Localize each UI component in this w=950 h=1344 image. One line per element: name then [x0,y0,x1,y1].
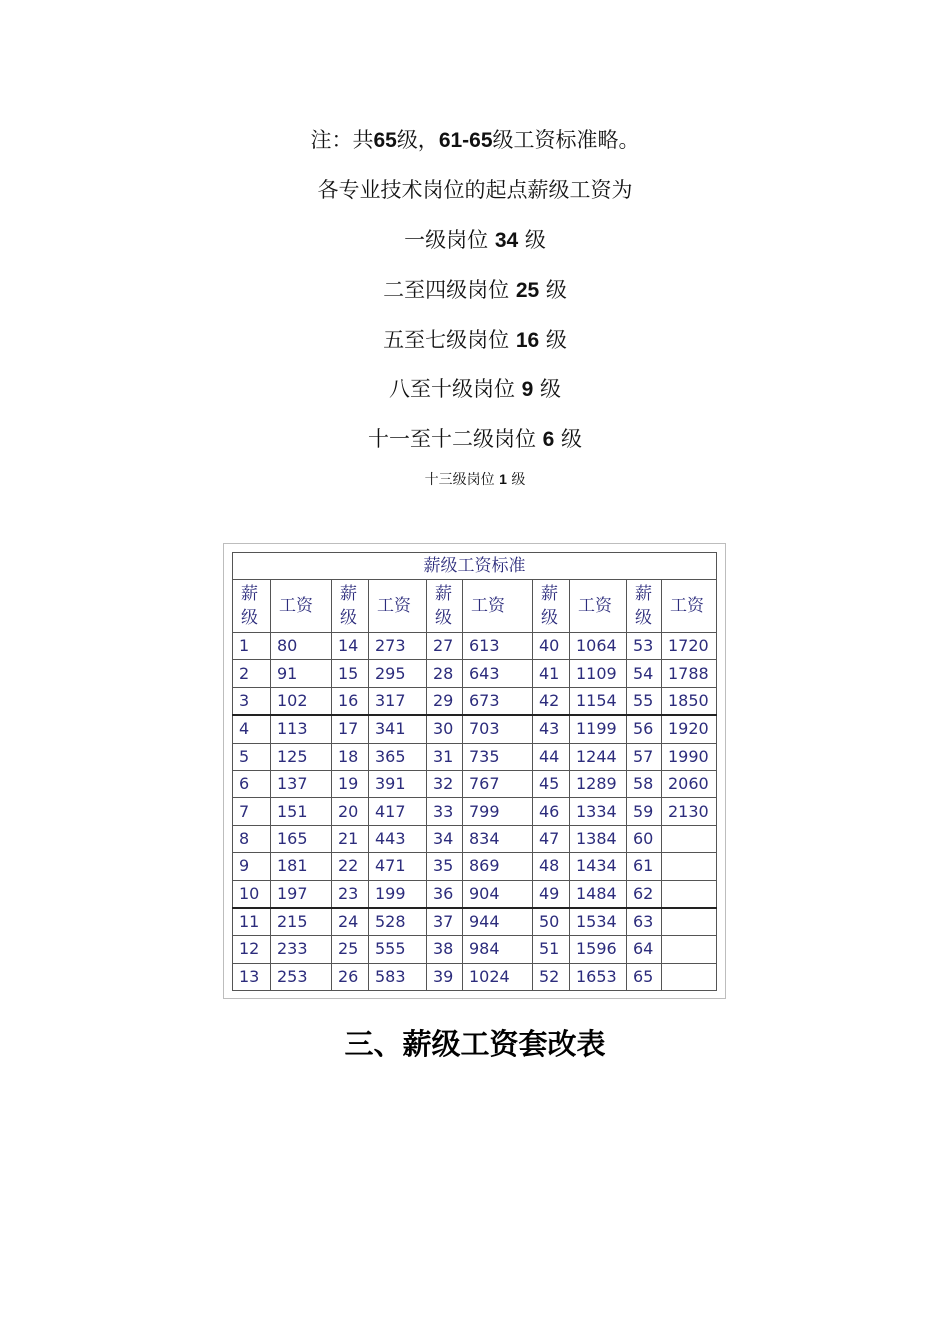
salary-cell: 2130 [662,798,717,825]
salary-cell: 555 [369,936,427,963]
salary-cell: 673 [463,687,533,715]
salary-cell: 1109 [570,660,627,687]
grade-cell: 38 [427,936,463,963]
grade-cell: 34 [427,825,463,852]
salary-cell: 1024 [463,963,533,990]
grade-cell: 22 [332,853,369,880]
grade-cell: 33 [427,798,463,825]
salary-cell [662,936,717,963]
salary-cell: 197 [271,880,332,908]
salary-cell: 1434 [570,853,627,880]
note-number: 9 [521,378,534,401]
note-post-level-13 [0,469,950,489]
note-text: 级 [533,377,562,401]
table-row [233,633,717,660]
column-header-grade: 薪级 [332,580,369,633]
salary-cell: 1244 [570,743,627,770]
salary-cell: 1154 [570,687,627,715]
salary-cell: 1199 [570,715,627,743]
grade-cell: 26 [332,963,369,990]
grade-cell: 8 [233,825,271,852]
table-row [233,853,717,880]
grade-cell: 54 [627,660,662,687]
salary-cell: 113 [271,715,332,743]
column-header-salary: 工资 [271,580,332,633]
column-header-salary: 工资 [570,580,627,633]
grade-cell: 36 [427,880,463,908]
salary-cell: 80 [271,633,332,660]
grade-cell: 59 [627,798,662,825]
salary-cell: 1850 [662,687,717,715]
salary-cell: 1720 [662,633,717,660]
table-row [233,825,717,852]
table-caption: 薪级工资标准 [233,553,717,580]
salary-cell: 1653 [570,963,627,990]
salary-cell: 904 [463,880,533,908]
table-row [233,936,717,963]
salary-cell: 137 [271,770,332,797]
salary-cell: 613 [463,633,533,660]
grade-cell: 5 [233,743,271,770]
column-header-grade: 薪级 [533,580,570,633]
grade-cell: 21 [332,825,369,852]
note-text: 级， [396,128,439,152]
salary-cell [662,853,717,880]
grade-cell: 10 [233,880,271,908]
grade-cell: 37 [427,908,463,936]
grade-cell: 4 [233,715,271,743]
grade-cell: 9 [233,853,271,880]
salary-cell: 341 [369,715,427,743]
table-row [233,963,717,990]
salary-cell: 767 [463,770,533,797]
grade-cell: 60 [627,825,662,852]
grade-cell: 44 [533,743,570,770]
note-number: 34 [494,229,519,252]
salary-cell: 443 [369,825,427,852]
note-text: 十一至十二级岗位 [367,427,543,451]
grade-cell: 56 [627,715,662,743]
grade-cell: 35 [427,853,463,880]
grade-cell: 50 [533,908,570,936]
salary-cell: 1920 [662,715,717,743]
grade-cell: 63 [627,908,662,936]
grade-cell: 62 [627,880,662,908]
salary-cell: 1384 [570,825,627,852]
grade-cell: 51 [533,936,570,963]
salary-cell: 317 [369,687,427,715]
grade-cell: 64 [627,936,662,963]
grade-cell: 57 [627,743,662,770]
salary-cell: 391 [369,770,427,797]
salary-cell: 295 [369,660,427,687]
salary-cell [662,880,717,908]
grade-cell: 43 [533,715,570,743]
salary-cell: 583 [369,963,427,990]
grade-cell: 28 [427,660,463,687]
note-text: 级工资标准略。 [492,128,640,152]
note-post-level-11-12 [0,423,950,453]
note-number: 16 [515,329,540,352]
salary-cell: 91 [271,660,332,687]
salary-cell: 233 [271,936,332,963]
salary-cell: 1334 [570,798,627,825]
grade-cell: 58 [627,770,662,797]
table-row [233,798,717,825]
column-header-grade: 薪级 [233,580,271,633]
column-header-salary: 工资 [369,580,427,633]
salary-cell: 199 [369,880,427,908]
grade-cell: 6 [233,770,271,797]
salary-cell: 365 [369,743,427,770]
salary-cell: 253 [271,963,332,990]
table-row [233,687,717,715]
note-total-grades [0,124,950,154]
grade-cell: 39 [427,963,463,990]
section-heading: 三、薪级工资套改表 [344,1027,606,1061]
grade-cell: 17 [332,715,369,743]
note-post-level-8-10 [0,373,950,403]
note-post-level-2-4 [0,274,950,304]
note-text: 注：共 [310,128,374,152]
grade-cell: 40 [533,633,570,660]
salary-cell: 417 [369,798,427,825]
note-number: 61-65 [438,129,493,152]
column-header-salary: 工资 [662,580,717,633]
grade-cell: 2 [233,660,271,687]
grade-cell: 30 [427,715,463,743]
note-post-level-5-7 [0,324,950,354]
salary-cell: 1064 [570,633,627,660]
grade-cell: 12 [233,936,271,963]
grade-cell: 48 [533,853,570,880]
salary-cell: 834 [463,825,533,852]
grade-cell: 15 [332,660,369,687]
grade-cell: 7 [233,798,271,825]
grade-cell: 61 [627,853,662,880]
note-text: 级 [539,278,567,302]
salary-cell: 125 [271,743,332,770]
salary-cell [662,908,717,936]
table-row [233,660,717,687]
grade-cell: 27 [427,633,463,660]
salary-cell: 1484 [570,880,627,908]
grade-cell: 25 [332,936,369,963]
grade-cell: 42 [533,687,570,715]
grade-cell: 41 [533,660,570,687]
note-number: 65 [373,129,397,152]
salary-cell: 1289 [570,770,627,797]
grade-cell: 45 [533,770,570,797]
note-number: 1 [499,471,507,487]
note-text: 级 [554,427,583,451]
grade-cell: 11 [233,908,271,936]
column-header-grade: 薪级 [627,580,662,633]
table-row [233,743,717,770]
salary-cell: 273 [369,633,427,660]
note-text: 五至七级岗位 [383,328,516,352]
column-header-salary: 工资 [463,580,533,633]
salary-cell: 1534 [570,908,627,936]
salary-cell: 944 [463,908,533,936]
salary-cell: 471 [369,853,427,880]
salary-cell: 869 [463,853,533,880]
grade-cell: 52 [533,963,570,990]
grade-cell: 1 [233,633,271,660]
salary-cell: 1788 [662,660,717,687]
grade-cell: 16 [332,687,369,715]
salary-cell: 165 [271,825,332,852]
grade-cell: 20 [332,798,369,825]
salary-cell: 2060 [662,770,717,797]
table-row [233,880,717,908]
note-text: 级 [539,328,567,352]
salary-cell: 1990 [662,743,717,770]
salary-cell: 735 [463,743,533,770]
salary-cell: 102 [271,687,332,715]
note-text: 八至十级岗位 [388,377,522,401]
grade-cell: 19 [332,770,369,797]
grade-cell: 55 [627,687,662,715]
salary-cell: 181 [271,853,332,880]
grade-cell: 65 [627,963,662,990]
grade-cell: 18 [332,743,369,770]
salary-cell [662,825,717,852]
grade-cell: 53 [627,633,662,660]
note-number: 25 [515,279,540,302]
note-text: 一级岗位 [404,228,495,252]
note-text: 级 [518,228,546,252]
salary-cell: 643 [463,660,533,687]
grade-cell: 47 [533,825,570,852]
salary-cell: 528 [369,908,427,936]
grade-cell: 32 [427,770,463,797]
salary-cell: 984 [463,936,533,963]
note-text: 级 [506,472,526,488]
salary-cell: 799 [463,798,533,825]
salary-cell: 215 [271,908,332,936]
salary-cell: 151 [271,798,332,825]
grade-cell: 46 [533,798,570,825]
note-post-level-1 [0,224,950,254]
grade-cell: 23 [332,880,369,908]
grade-cell: 49 [533,880,570,908]
note-start-grade-intro: 各专业技术岗位的起点薪级工资为 [317,178,633,202]
table-body [233,633,717,991]
grade-cell: 31 [427,743,463,770]
grade-cell: 29 [427,687,463,715]
table-row [233,715,717,743]
grade-cell: 3 [233,687,271,715]
salary-cell: 703 [463,715,533,743]
column-header-grade: 薪级 [427,580,463,633]
table-header-row [233,580,717,633]
grade-cell: 24 [332,908,369,936]
grade-cell: 13 [233,963,271,990]
salary-grade-table [232,552,717,991]
salary-cell: 1596 [570,936,627,963]
note-text: 十三级岗位 [424,472,500,488]
salary-cell [662,963,717,990]
grade-cell: 14 [332,633,369,660]
note-number: 6 [542,428,555,451]
note-text: 二至四级岗位 [383,278,516,302]
table-row [233,770,717,797]
table-row [233,908,717,936]
